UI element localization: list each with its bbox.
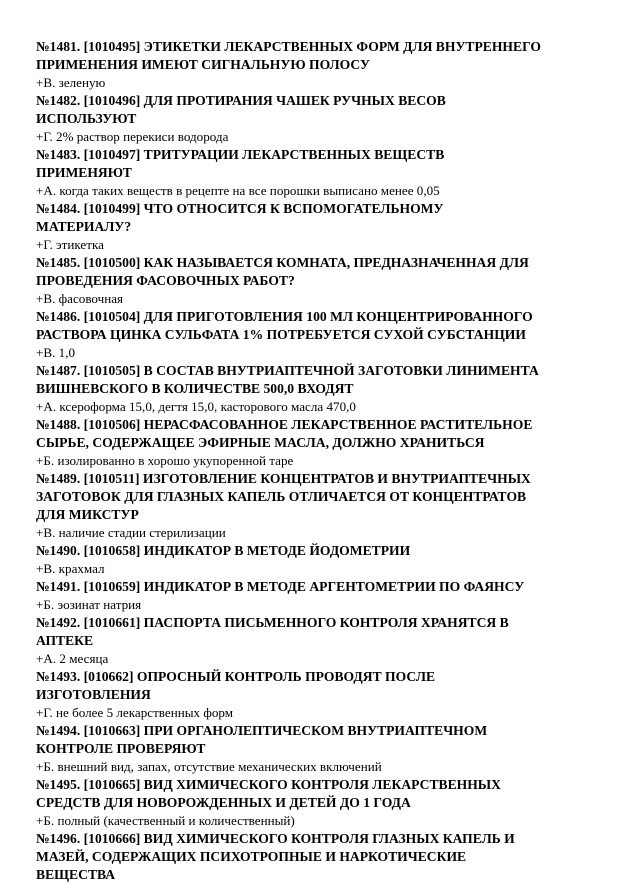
question-text-line: №1483. [1010497] ТРИТУРАЦИИ ЛЕКАРСТВЕННЫХ ВЕЩЕСТВ <box>36 147 445 162</box>
answer-text: +В. фасовочная <box>36 291 124 306</box>
question-text-line: №1486. [1010504] ДЛЯ ПРИГОТОВЛЕНИЯ 100 МЛ КОНЦЕНТРИРОВАННОГО <box>36 309 533 324</box>
question-text-line: СРЕДСТВ ДЛЯ НОВОРОЖДЕННЫХ И ДЕТЕЙ ДО 1 ГОДА <box>36 795 411 810</box>
question-text-line: МАТЕРИАЛУ? <box>36 219 132 234</box>
question-text-line: №1494. [1010663] ПРИ ОРГАНОЛЕПТИЧЕСКОМ ВНУТРИАПТЕЧНОМ <box>36 723 488 738</box>
question-text-line: ПРИМЕНЕНИЯ ИМЕЮТ СИГНАЛЬНУЮ ПОЛОСУ <box>36 57 371 72</box>
question-item <box>36 146 596 200</box>
question-item <box>36 470 596 542</box>
answer-text: +В. наличие стадии стерилизации <box>36 525 226 540</box>
question-text-line: ПРОВЕДЕНИЯ ФАСОВОЧНЫХ РАБОТ? <box>36 273 295 288</box>
answer-text: +Б. полный (качественный и количественный) <box>36 813 295 828</box>
question-item <box>36 830 596 884</box>
answer-text: +А. когда таких веществ в рецепте на все порошки выписано менее 0,05 <box>36 183 440 198</box>
question-text-line: ВИШНЕВСКОГО В КОЛИЧЕСТВЕ 500,0 ВХОДЯТ <box>36 381 354 396</box>
question-item <box>36 578 596 614</box>
question-text-line: №1492. [1010661] ПАСПОРТА ПИСЬМЕННОГО КОНТРОЛЯ ХРАНЯТСЯ В <box>36 615 509 630</box>
question-text-line: №1481. [1010495] ЭТИКЕТКИ ЛЕКАРСТВЕННЫХ ФОРМ ДЛЯ ВНУТРЕННЕГО <box>36 39 541 54</box>
question-text-line: ЗАГОТОВОК ДЛЯ ГЛАЗНЫХ КАПЕЛЬ ОТЛИЧАЕТСЯ ОТ КОНЦЕНТРАТОВ <box>36 489 527 504</box>
question-item <box>36 614 596 668</box>
answer-text: +В. 1,0 <box>36 345 76 360</box>
question-text-line: ИСПОЛЬЗУЮТ <box>36 111 137 126</box>
question-text-line: №1490. [1010658] ИНДИКАТОР В МЕТОДЕ ЙОДОМЕТРИИ <box>36 543 411 558</box>
answer-text: +В. зеленую <box>36 75 106 90</box>
question-text-line: №1491. [1010659] ИНДИКАТОР В МЕТОДЕ АРГЕНТОМЕТРИИ ПО ФАЯНСУ <box>36 579 525 594</box>
question-text-line: №1495. [1010665] ВИД ХИМИЧЕСКОГО КОНТРОЛЯ ЛЕКАРСТВЕННЫХ <box>36 777 501 792</box>
answer-text: +Г. этикетка <box>36 237 104 252</box>
question-text-line: №1487. [1010505] В СОСТАВ ВНУТРИАПТЕЧНОЙ ЗАГОТОВКИ ЛИНИМЕНТА <box>36 363 539 378</box>
question-item <box>36 416 596 470</box>
question-text-line: №1496. [1010666] ВИД ХИМИЧЕСКОГО КОНТРОЛЯ ГЛАЗНЫХ КАПЕЛЬ И <box>36 831 515 846</box>
answer-text: +В. крахмал <box>36 561 105 576</box>
question-item <box>36 92 596 146</box>
question-item <box>36 308 596 362</box>
question-text-line: СЫРЬЕ, СОДЕРЖАЩЕЕ ЭФИРНЫЕ МАСЛА, ДОЛЖНО ХРАНИТЬСЯ <box>36 435 485 450</box>
question-item <box>36 200 596 254</box>
question-text-line: ПРИМЕНЯЮТ <box>36 165 132 180</box>
question-item <box>36 776 596 830</box>
question-text-line: ВЕЩЕСТВА <box>36 867 116 882</box>
answer-text: +Б. изолированно в хорошо укупоренной таре <box>36 453 294 468</box>
question-item <box>36 362 596 416</box>
question-text-line: АПТЕКЕ <box>36 633 94 648</box>
question-text-line: №1485. [1010500] КАК НАЗЫВАЕТСЯ КОМНАТА, ПРЕДНАЗНАЧЕННАЯ ДЛЯ <box>36 255 529 270</box>
question-item <box>36 254 596 308</box>
question-item <box>36 668 596 722</box>
question-text-line: №1493. [010662] ОПРОСНЫЙ КОНТРОЛЬ ПРОВОДЯТ ПОСЛЕ <box>36 669 436 684</box>
document-page <box>36 38 596 884</box>
question-text-line: №1484. [1010499] ЧТО ОТНОСИТСЯ К ВСПОМОГАТЕЛЬНОМУ <box>36 201 444 216</box>
answer-text: +А. ксероформа 15,0, дегтя 15,0, касторового масла 470,0 <box>36 399 356 414</box>
question-text-line: №1489. [1010511] ИЗГОТОВЛЕНИЕ КОНЦЕНТРАТОВ И ВНУТРИАПТЕЧНЫХ <box>36 471 531 486</box>
question-item <box>36 722 596 776</box>
answer-text: +А. 2 месяца <box>36 651 109 666</box>
question-item <box>36 542 596 578</box>
question-text-line: №1482. [1010496] ДЛЯ ПРОТИРАНИЯ ЧАШЕК РУЧНЫХ ВЕСОВ <box>36 93 446 108</box>
answer-text: +Б. внешний вид, запах, отсутствие механических включений <box>36 759 382 774</box>
question-text-line: ДЛЯ МИКСТУР <box>36 507 139 522</box>
question-text-line: РАСТВОРА ЦИНКА СУЛЬФАТА 1% ПОТРЕБУЕТСЯ СУХОЙ СУБСТАНЦИИ <box>36 327 526 342</box>
question-item <box>36 38 596 92</box>
answer-text: +Г. не более 5 лекарственных форм <box>36 705 234 720</box>
question-text-line: №1488. [1010506] НЕРАСФАСОВАННОЕ ЛЕКАРСТВЕННОЕ РАСТИТЕЛЬНОЕ <box>36 417 533 432</box>
answer-text: +Г. 2% раствор перекиси водорода <box>36 129 229 144</box>
question-text-line: МАЗЕЙ, СОДЕРЖАЩИХ ПСИХОТРОПНЫЕ И НАРКОТИЧЕСКИЕ <box>36 849 467 864</box>
question-text-line: КОНТРОЛЕ ПРОВЕРЯЮТ <box>36 741 206 756</box>
question-text-line: ИЗГОТОВЛЕНИЯ <box>36 687 151 702</box>
answer-text: +Б. эозинат натрия <box>36 597 142 612</box>
